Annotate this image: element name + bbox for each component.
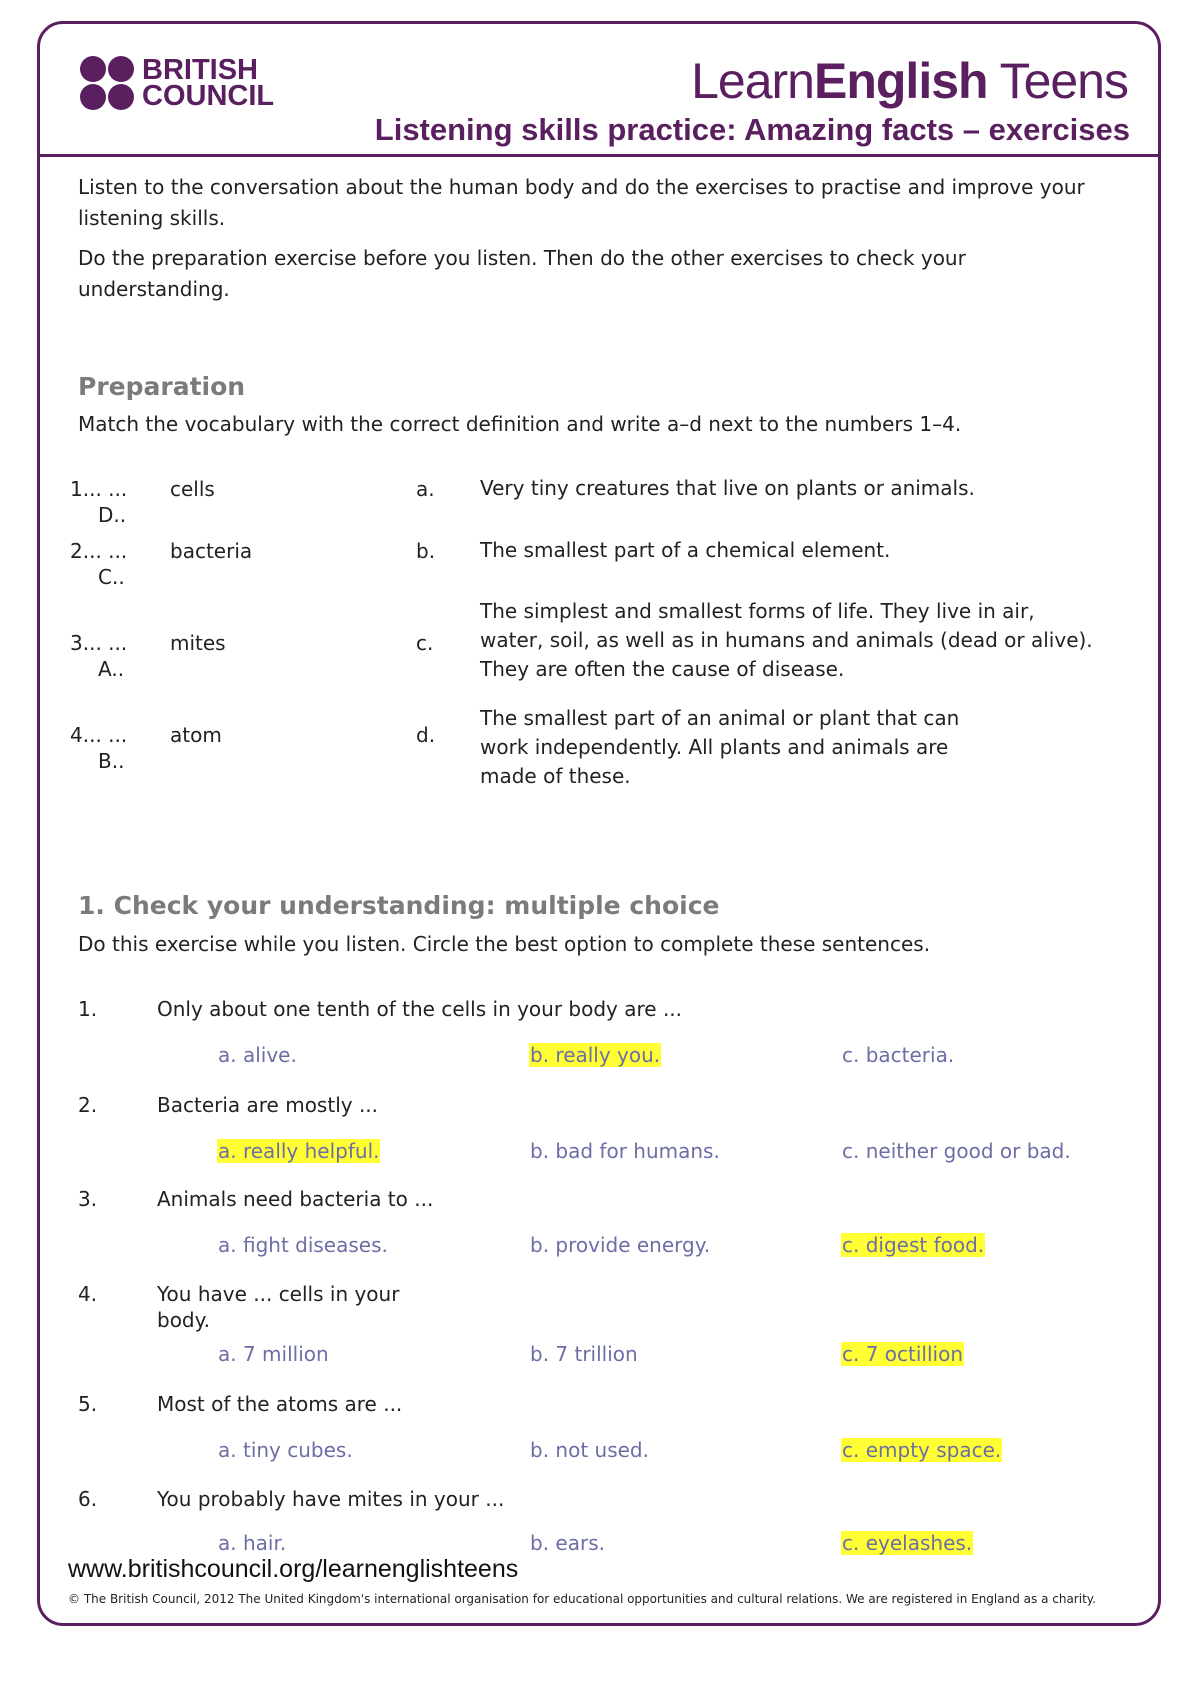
definition-text: The smallest part of a chemical element. bbox=[480, 538, 891, 562]
row-number: 4... ... bbox=[70, 723, 128, 747]
document-title: Listening skills practice: Amazing facts – exercises bbox=[374, 112, 1130, 147]
row-answer: A.. bbox=[98, 657, 125, 681]
definition-text: The smallest part of an animal or plant that can work independently. All plants and animals are made of these. bbox=[480, 706, 960, 788]
definition-letter: a. bbox=[416, 477, 435, 501]
vocab-word: atom bbox=[170, 723, 222, 747]
option-b[interactable]: b. provide energy. bbox=[530, 1233, 711, 1257]
footer-url-link[interactable]: www.britishcouncil.org/learnenglishteens bbox=[68, 1555, 519, 1583]
preparation-instruction: Match the vocabulary with the correct definition and write a–d next to the numbers 1–4. bbox=[78, 412, 962, 436]
brand-learn: Learn bbox=[691, 53, 814, 109]
row-answer: D.. bbox=[98, 503, 127, 527]
option-b[interactable]: b. not used. bbox=[530, 1438, 649, 1462]
preparation-heading: Preparation bbox=[78, 372, 246, 401]
exercise1-instruction: Do this exercise while you listen. Circle the best option to complete these sentences. bbox=[78, 932, 931, 956]
definition-letter: b. bbox=[416, 539, 436, 563]
question-number: 6. bbox=[78, 1487, 98, 1511]
option-c[interactable]: c. neither good or bad. bbox=[842, 1139, 1071, 1163]
vocab-word: mites bbox=[170, 631, 226, 655]
vocab-word: cells bbox=[170, 477, 215, 501]
question-text: You probably have mites in your ... bbox=[157, 1487, 505, 1511]
option-b[interactable]: b. bad for humans. bbox=[530, 1139, 720, 1163]
logo-line-2: COUNCIL bbox=[142, 80, 275, 112]
option-a[interactable]: a. fight diseases. bbox=[218, 1233, 388, 1257]
brand-teens: Teens bbox=[987, 53, 1128, 109]
question-number: 2. bbox=[78, 1093, 98, 1117]
question-number: 4. bbox=[78, 1282, 98, 1306]
option-c[interactable]: c. eyelashes. bbox=[842, 1531, 973, 1555]
option-c[interactable]: c. digest food. bbox=[842, 1233, 985, 1257]
row-answer: B.. bbox=[98, 749, 125, 773]
definition-text: The simplest and smallest forms of life. They live in air, water, soil, as well as in humans and animals (dead or alive). They are often the cause of disease. bbox=[480, 599, 1093, 681]
intro-paragraph-2: Do the preparation exercise before you listen. Then do the other exercises to check your understanding. bbox=[78, 246, 966, 301]
question-number: 3. bbox=[78, 1187, 98, 1211]
logo-dots-icon bbox=[80, 56, 134, 110]
vocab-word: bacteria bbox=[170, 539, 253, 563]
option-c[interactable]: c. empty space. bbox=[842, 1438, 1002, 1462]
option-a[interactable]: a. really helpful. bbox=[218, 1139, 380, 1163]
definition-letter: d. bbox=[416, 723, 436, 747]
header-divider bbox=[37, 154, 1161, 157]
british-council-logo bbox=[80, 56, 274, 110]
option-b[interactable]: b. 7 trillion bbox=[530, 1342, 638, 1366]
option-c[interactable]: c. 7 octillion bbox=[842, 1342, 964, 1366]
row-answer: C.. bbox=[98, 565, 125, 589]
question-number: 1. bbox=[78, 997, 98, 1021]
exercise1-heading: 1. Check your understanding: multiple choice bbox=[78, 891, 720, 920]
option-c[interactable]: c. bacteria. bbox=[842, 1043, 955, 1067]
option-a[interactable]: a. 7 million bbox=[218, 1342, 329, 1366]
row-number: 3... ... bbox=[70, 631, 128, 655]
question-text: Most of the atoms are ... bbox=[157, 1392, 403, 1416]
row-number: 1... ... bbox=[70, 477, 128, 501]
question-text: Animals need bacteria to ... bbox=[157, 1187, 434, 1211]
option-a[interactable]: a. tiny cubes. bbox=[218, 1438, 353, 1462]
learnenglish-teens-logo bbox=[691, 52, 1128, 110]
option-b[interactable]: b. ears. bbox=[530, 1531, 605, 1555]
option-b[interactable]: b. really you. bbox=[530, 1043, 661, 1067]
intro-paragraph-1: Listen to the conversation about the human body and do the exercises to practise and improve your listening skills. bbox=[78, 175, 1085, 230]
logo-line-1: BRITISH bbox=[142, 54, 258, 86]
row-number: 2... ... bbox=[70, 539, 128, 563]
footer-copyright: © The British Council, 2012 The United Kingdom's international organisation for educational opportunities and cultural relations. We are registered in England as a charity. bbox=[68, 1592, 1096, 1606]
question-text: Only about one tenth of the cells in your body are ... bbox=[157, 997, 683, 1021]
brand-english: English bbox=[814, 53, 988, 109]
definition-text: Very tiny creatures that live on plants or animals. bbox=[480, 476, 975, 500]
question-text: You have ... cells in your body. bbox=[157, 1282, 400, 1332]
definition-letter: c. bbox=[416, 631, 434, 655]
option-a[interactable]: a. hair. bbox=[218, 1531, 287, 1555]
option-a[interactable]: a. alive. bbox=[218, 1043, 297, 1067]
logo-text bbox=[142, 54, 275, 112]
question-text: Bacteria are mostly ... bbox=[157, 1093, 379, 1117]
question-number: 5. bbox=[78, 1392, 98, 1416]
